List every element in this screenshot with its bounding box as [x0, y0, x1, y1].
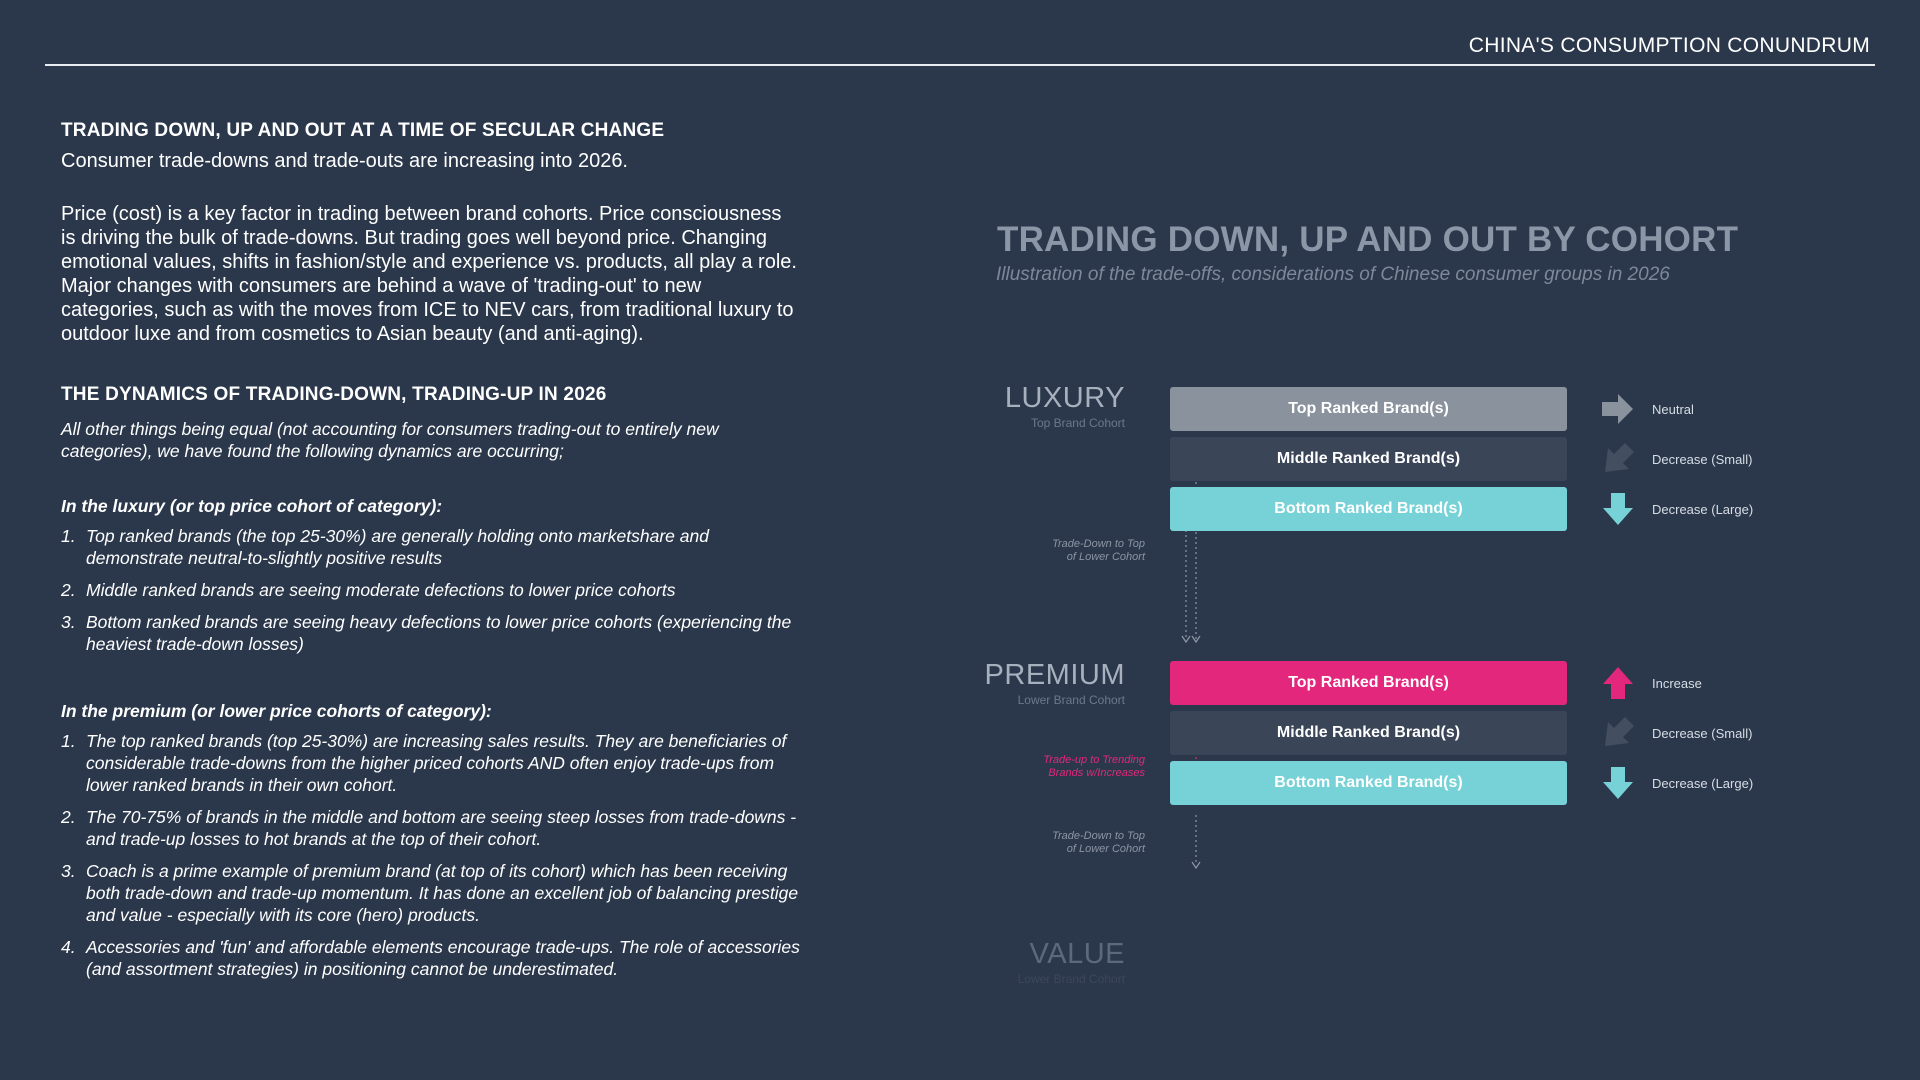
indicator-label: Decrease (Small)	[1652, 725, 1753, 741]
dynamics-section	[61, 384, 801, 980]
lead-sentence: Consumer trade-downs and trade-outs are increasing into 2026.	[61, 150, 628, 172]
header-divider	[45, 64, 1875, 66]
indicator-luxury-bottom	[1600, 489, 1753, 529]
indicator-premium-middle	[1600, 713, 1752, 753]
note-trade-down-luxury: Trade-Down to Top of Lower Cohort	[1052, 538, 1145, 563]
section-heading-trading: TRADING DOWN, UP AND OUT AT A TIME OF SECULAR CHANGE	[61, 120, 665, 141]
list-item: 3. Bottom ranked brands are seeing heavy defections to lower price cohorts (experiencing the heaviest trade-down losses)	[61, 612, 792, 654]
luxury-top-bar: Top Ranked Brand(s)	[1170, 387, 1567, 431]
premium-subheading: In the premium (or lower price cohorts of category):	[61, 701, 492, 721]
arrow-down-icon	[1600, 491, 1636, 527]
cohort-value-name: VALUE	[1029, 938, 1125, 970]
arrow-down-left-icon	[1600, 715, 1636, 751]
cohort-value	[865, 938, 1125, 986]
premium-bottom-bar: Bottom Ranked Brand(s)	[1170, 761, 1567, 805]
luxury-bottom-bar: Bottom Ranked Brand(s)	[1170, 487, 1567, 531]
indicator-label: Neutral	[1652, 401, 1694, 417]
indicator-label: Decrease (Large)	[1652, 501, 1754, 517]
indicator-luxury-top	[1600, 389, 1694, 429]
body-paragraph: Price (cost) is a key factor in trading between brand cohorts. Price consciousness is driving the bulk of trade-downs. But trading goes well beyond price. Changing emotional values, shifts in fashion/style and experience vs. products, all play a role. Major changes with consumers are behind a wave of 'trading-out' to new categories, such as with the moves from ICE to NEV cars, from traditional luxury to outdoor luxe and from cosmetics to Asian beauty (and anti-aging).	[61, 203, 797, 345]
diagram-title: TRADING DOWN, UP AND OUT BY COHORT	[997, 220, 1739, 259]
indicator-premium-top	[1600, 663, 1702, 703]
indicator-luxury-middle	[1600, 439, 1752, 479]
list-item: 2. The 70-75% of brands in the middle and bottom are seeing steep losses from trade-downs - and trade-up losses to hot brands at the top of their cohort.	[61, 807, 797, 849]
premium-list	[61, 730, 801, 980]
note-trade-up-premium: Trade-up to Trending Brands w/Increases	[1043, 754, 1145, 779]
premium-top-bar: Top Ranked Brand(s)	[1170, 661, 1567, 705]
header-title: CHINA'S CONSUMPTION CONUNDRUM	[1468, 34, 1870, 57]
luxury-subheading: In the luxury (or top price cohort of category):	[61, 496, 443, 516]
note-trade-down-premium: Trade-Down to Top of Lower Cohort	[1052, 830, 1145, 855]
left-text-column	[61, 120, 801, 990]
arrow-down-icon	[1600, 765, 1636, 801]
arrow-down-left-icon	[1600, 441, 1636, 477]
indicator-label: Decrease (Small)	[1652, 451, 1753, 467]
cohort-value-sub: Lower Brand Cohort	[1017, 972, 1125, 986]
list-item: 2. Middle ranked brands are seeing moderate defections to lower price cohorts	[61, 580, 676, 600]
arrow-up-icon	[1600, 665, 1636, 701]
dynamics-intro: All other things being equal (not accounting for consumers trading-out to entirely new categories), we have found the following dynamics are occurring;	[61, 419, 719, 461]
luxury-middle-bar: Middle Ranked Brand(s)	[1170, 437, 1567, 481]
list-item: 4. Accessories and 'fun' and affordable elements encourage trade-ups. The role of accessories (and assortment strategies) in positioning cannot be underestimated.	[61, 937, 800, 979]
cohort-luxury	[865, 382, 1125, 430]
list-item: 1. The top ranked brands (top 25-30%) are increasing sales results. They are beneficiaries of considerable trade-downs from the higher priced cohorts AND often enjoy trade-ups from lower ranked brands in their own cohort.	[61, 731, 787, 795]
list-item: 3. Coach is a prime example of premium brand (at top of its cohort) which has been receiving both trade-down and trade-up momentum. It has done an excellent job of balancing prestige and value - especially with its core (hero) products.	[61, 861, 799, 925]
premium-middle-bar: Middle Ranked Brand(s)	[1170, 711, 1567, 755]
indicator-label: Decrease (Large)	[1652, 775, 1754, 791]
cohort-premium-name: PREMIUM	[984, 659, 1125, 691]
indicator-label: Increase	[1652, 675, 1702, 691]
cohort-luxury-sub: Top Brand Cohort	[1030, 416, 1125, 430]
cohort-luxury-name: LUXURY	[1004, 382, 1125, 414]
section-heading-dynamics: THE DYNAMICS OF TRADING-DOWN, TRADING-UP IN 2026	[61, 384, 607, 405]
arrow-right-icon	[1600, 391, 1636, 427]
indicator-premium-bottom	[1600, 763, 1753, 803]
cohort-premium	[865, 659, 1125, 707]
diagram-subtitle: Illustration of the trade-offs, considerations of Chinese consumer groups in 2026	[996, 264, 1670, 285]
list-item: 1. Top ranked brands (the top 25-30%) are generally holding onto marketshare and demonstrate neutral-to-slightly positive results	[61, 526, 709, 568]
cohort-premium-sub: Lower Brand Cohort	[1017, 693, 1125, 707]
luxury-list	[61, 525, 801, 655]
